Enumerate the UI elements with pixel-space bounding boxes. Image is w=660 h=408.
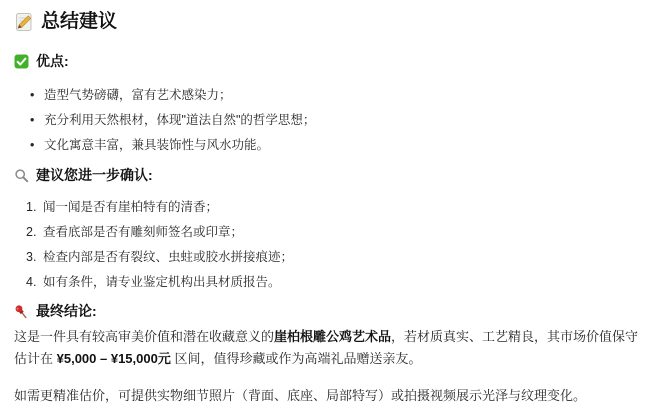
pros-list	[14, 83, 646, 158]
check-icon	[14, 54, 29, 69]
conclusion-text: ，若材质真实、工艺精良，其市场价值保守估计在	[14, 329, 639, 366]
magnifier-icon	[14, 168, 29, 183]
list-number: 2.	[26, 225, 37, 239]
section-heading-conclusion	[14, 302, 646, 321]
bullet-marker: •	[30, 138, 35, 152]
page-title-row	[14, 10, 646, 34]
conclusion-text: 区间，值得珍藏或作为高端礼品赠送亲友。	[170, 351, 422, 366]
list-item	[26, 270, 646, 295]
pushpin-icon	[14, 304, 29, 320]
section-heading-pros-label: 优点:	[36, 53, 69, 69]
conclusion-highlight-item: 崖柏根雕公鸡艺术品	[274, 329, 392, 344]
confirm-item-text: 闻一闻是否有崖柏特有的清香；	[43, 200, 219, 214]
pros-item-text: 造型气势磅礴，富有艺术感染力；	[44, 88, 232, 102]
conclusion-text: 这是一件具有较高审美价值和潜在收藏意义的	[14, 329, 275, 344]
list-item	[30, 83, 646, 108]
list-item	[26, 195, 646, 220]
list-item	[26, 220, 646, 245]
list-item	[26, 245, 646, 270]
list-number: 3.	[26, 250, 37, 264]
list-item	[30, 108, 646, 133]
memo-icon	[14, 12, 34, 32]
list-item	[30, 133, 646, 158]
confirm-item-text: 查看底部是否有雕刻师签名或印章；	[43, 225, 244, 239]
confirm-list	[14, 195, 646, 295]
conclusion-paragraph	[14, 326, 646, 370]
confirm-item-text: 如有条件，请专业鉴定机构出具材质报告。	[43, 275, 281, 289]
bullet-marker: •	[30, 113, 35, 127]
confirm-item-text: 检查内部是否有裂纹、虫蛀或胶水拼接痕迹；	[43, 250, 294, 264]
list-number: 4.	[26, 275, 37, 289]
section-heading-confirm-label: 建议您进一步确认:	[36, 167, 153, 183]
list-number: 1.	[26, 200, 37, 214]
section-heading-confirm	[14, 166, 646, 185]
summary-document	[14, 10, 646, 406]
section-heading-pros	[14, 52, 646, 71]
bullet-marker: •	[30, 88, 35, 102]
pros-item-text: 充分利用天然根材，体现"道法自然"的哲学思想；	[44, 113, 316, 127]
footer-note: 如需更精准估价，可提供实物细节照片（背面、底座、局部特写）或拍摄视频展示光泽与纹理变化。	[14, 388, 587, 403]
section-heading-conclusion-label: 最终结论:	[36, 303, 97, 319]
pros-item-text: 文化寓意丰富，兼具装饰性与风水功能。	[44, 138, 270, 152]
page-title: 总结建议	[41, 11, 118, 32]
conclusion-price-range: ¥5,000 – ¥15,000元	[56, 351, 171, 366]
